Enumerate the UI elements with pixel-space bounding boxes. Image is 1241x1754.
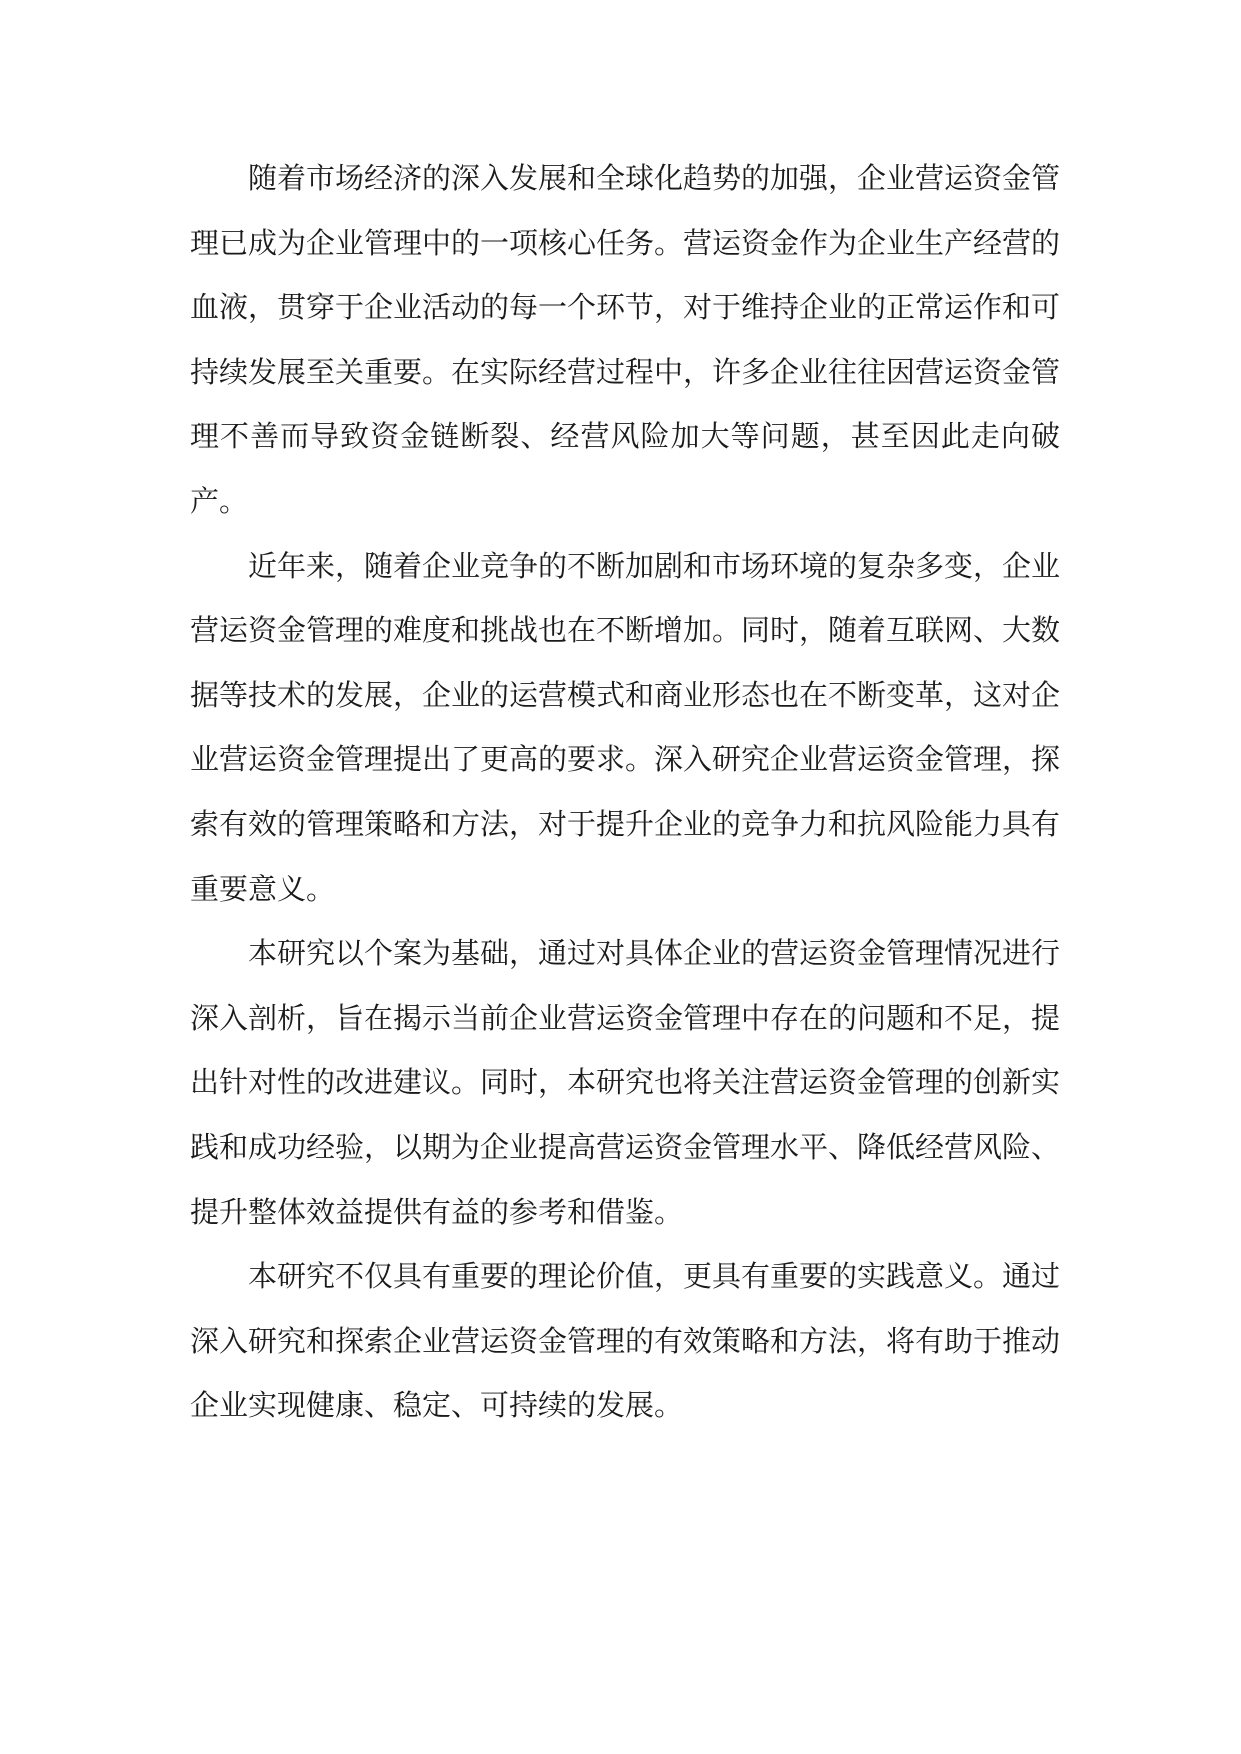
paragraph-2: 近年来，随着企业竞争的不断加剧和市场环境的复杂多变，企业营运资金管理的难度和挑战也在不断增加。同时，随着互联网、大数据等技术的发展，企业的运营模式和商业形态也在不断变革，这对企业营运资金管理提出了更高的要求。深入研究企业营运资金管理，探索有效的管理策略和方法，对于提升企业的竞争力和抗风险能力具有重要意义。	[190, 548, 1061, 906]
paragraph-3: 本研究以个案为基础，通过对具体企业的营运资金管理情况进行深入剖析，旨在揭示当前企业营运资金管理中存在的问题和不足，提出针对性的改进建议。同时，本研究也将关注营运资金管理的创新实践和成功经验，以期为企业提高营运资金管理水平、降低经营风险、提升整体效益提供有益的参考和借鉴。	[190, 936, 1061, 1229]
paragraph-4: 本研究不仅具有重要的理论价值，更具有重要的实践意义。通过深入研究和探索企业营运资金管理的有效策略和方法，将有助于推动企业实现健康、稳定、可持续的发展。	[190, 1259, 1061, 1423]
body-text	[190, 146, 1060, 1438]
paragraph-1: 随着市场经济的深入发展和全球化趋势的加强，企业营运资金管理已成为企业管理中的一项核心任务。营运资金作为企业生产经营的血液，贯穿于企业活动的每一个环节，对于维持企业的正常运作和可持续发展至关重要。在实际经营过程中，许多企业往往因营运资金管理不善而导致资金链断裂、经营风险加大等问题，甚至因此走向破产。	[190, 161, 1061, 518]
